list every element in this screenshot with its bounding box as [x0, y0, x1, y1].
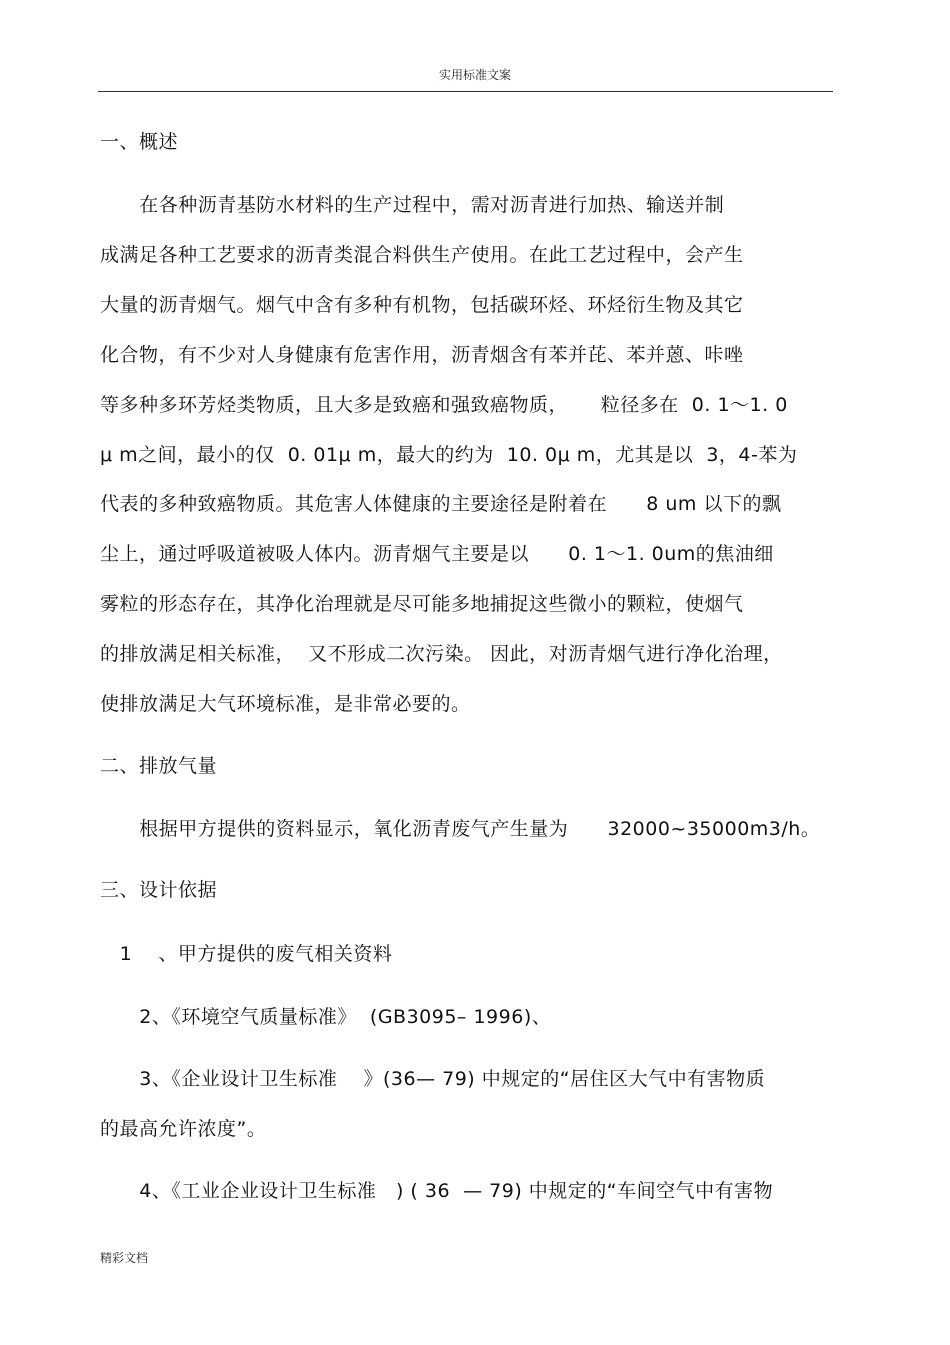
- page-footer-text: 精彩文档: [100, 1251, 149, 1265]
- paragraph-line: 尘上，通过呼吸道被吸人体内。沥青烟气主要是以 0. 1～1. 0um的焦油细: [100, 543, 774, 565]
- paragraph-line: μ m之间，最小的仅 0. 01μ m，最大的约为 10. 0μ m，尤其是以 3，4-苯为: [100, 444, 798, 466]
- paragraph-line: 大量的沥青烟气。烟气中含有多种有机物，包括碳环烃、环烃衍生物及其它: [100, 294, 744, 316]
- paragraph-line: 的排放满足相关标准， 又不形成二次污染。 因此，对沥青烟气进行净化治理，: [100, 643, 783, 665]
- page-header-title: 实用标准文案: [438, 68, 511, 82]
- paragraph-line: 雾粒的形态存在，其净化治理就是尽可能多地捕捉这些微小的颗粒，使烟气: [100, 593, 744, 615]
- paragraph-line: 代表的多种致癌物质。其危害人体健康的主要途径是附着在 8 um 以下的飘: [100, 493, 782, 515]
- list-item: 1 、甲方提供的废气相关资料: [100, 943, 393, 965]
- section-heading-design-basis: 三、设计依据: [100, 879, 218, 901]
- list-item: 4、《工业企业设计卫生标准 ) ( 36 — 79) 中规定的“车间空气中有害物: [100, 1180, 774, 1202]
- list-item-continuation: 的最高允许浓度”。: [100, 1118, 267, 1140]
- paragraph-line: 根据甲方提供的资料显示，氧化沥青废气产生量为 32000~35000m3/h。: [100, 818, 821, 840]
- paragraph-line: 化合物，有不少对人身健康有危害作用，沥青烟含有苯并芘、苯并蒽、咔唑: [100, 344, 744, 366]
- section-heading-overview: 一、概述: [100, 131, 179, 153]
- list-item: 3、《企业设计卫生标准 》(36— 79) 中规定的“居住区大气中有害物质: [100, 1068, 766, 1090]
- paragraph-line: 使排放满足大气环境标准，是非常必要的。: [100, 693, 471, 715]
- paragraph-line: 在各种沥青基防水材料的生产过程中，需对沥青进行加热、输送并制: [100, 194, 725, 216]
- header-divider: [98, 91, 833, 92]
- section-heading-emission-volume: 二、排放气量: [100, 755, 218, 777]
- list-item: 2、《环境空气质量标准》 (GB3095– 1996)、: [100, 1006, 552, 1028]
- paragraph-line: 成满足各种工艺要求的沥青类混合料供生产使用。在此工艺过程中，会产生: [100, 244, 744, 266]
- paragraph-line: 等多种多环芳烃类物质，且大多是致癌和强致癌物质， 粒径多在 0. 1～1. 0: [100, 394, 788, 416]
